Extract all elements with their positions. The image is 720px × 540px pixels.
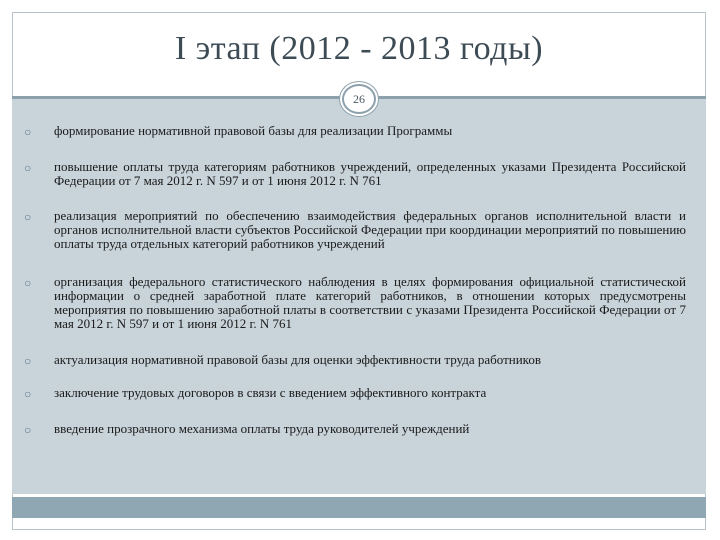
list-item-text: актуализация нормативной правовой базы для оценки эффективности труда работников (54, 352, 541, 367)
page-number: 26 (342, 84, 376, 114)
circle-bullet-icon: ○ (24, 354, 32, 368)
circle-bullet-icon: ○ (24, 423, 32, 437)
circle-bullet-icon: ○ (24, 210, 32, 224)
list-item (22, 209, 686, 251)
list-item-text: реализация мероприятий по обеспечению взаимодействия федеральных органов исполнительной власти и органов исполнительной власти субъектов Российской Федерации при координации мероприятий по повышению оплаты труда отдельных категорий работников учреждений (54, 208, 686, 251)
list-item-text: введение прозрачного механизма оплаты труда руководителей учреждений (54, 421, 470, 436)
list-item (22, 386, 686, 400)
list-item (22, 124, 686, 138)
circle-bullet-icon: ○ (24, 161, 32, 175)
list-item-text: заключение трудовых договоров в связи с введением эффективного контракта (54, 385, 487, 400)
footer-bar (12, 497, 706, 518)
bullet-list (22, 124, 686, 436)
circle-bullet-icon: ○ (24, 276, 32, 290)
list-item (22, 422, 686, 436)
list-item (22, 275, 686, 331)
list-item-text: формирование нормативной правовой базы для реализации Программы (54, 123, 453, 138)
list-item-text: организация федерального статистического наблюдения в целях формирования официальной статистической информации о средней заработной плате категорий работников, в отношении которых предусмотрены мероприятия по повышению заработной платы в соответствии с указами Президента Российской Федерации от 7 мая 2012 г. N 597 и от 1 июня 2012 г. N 761 (54, 274, 686, 331)
list-item-text: повышение оплаты труда категориям работников учреждений, определенных указами Президента Российской Федерации от 7 мая 2012 г. N 597 и от 1 июня 2012 г. N 761 (54, 159, 686, 188)
list-item (22, 160, 686, 188)
slide-title: I этап (2012 - 2013 годы) (174, 30, 544, 67)
list-item (22, 353, 686, 367)
circle-bullet-icon: ○ (24, 387, 32, 401)
circle-bullet-icon: ○ (24, 125, 32, 139)
